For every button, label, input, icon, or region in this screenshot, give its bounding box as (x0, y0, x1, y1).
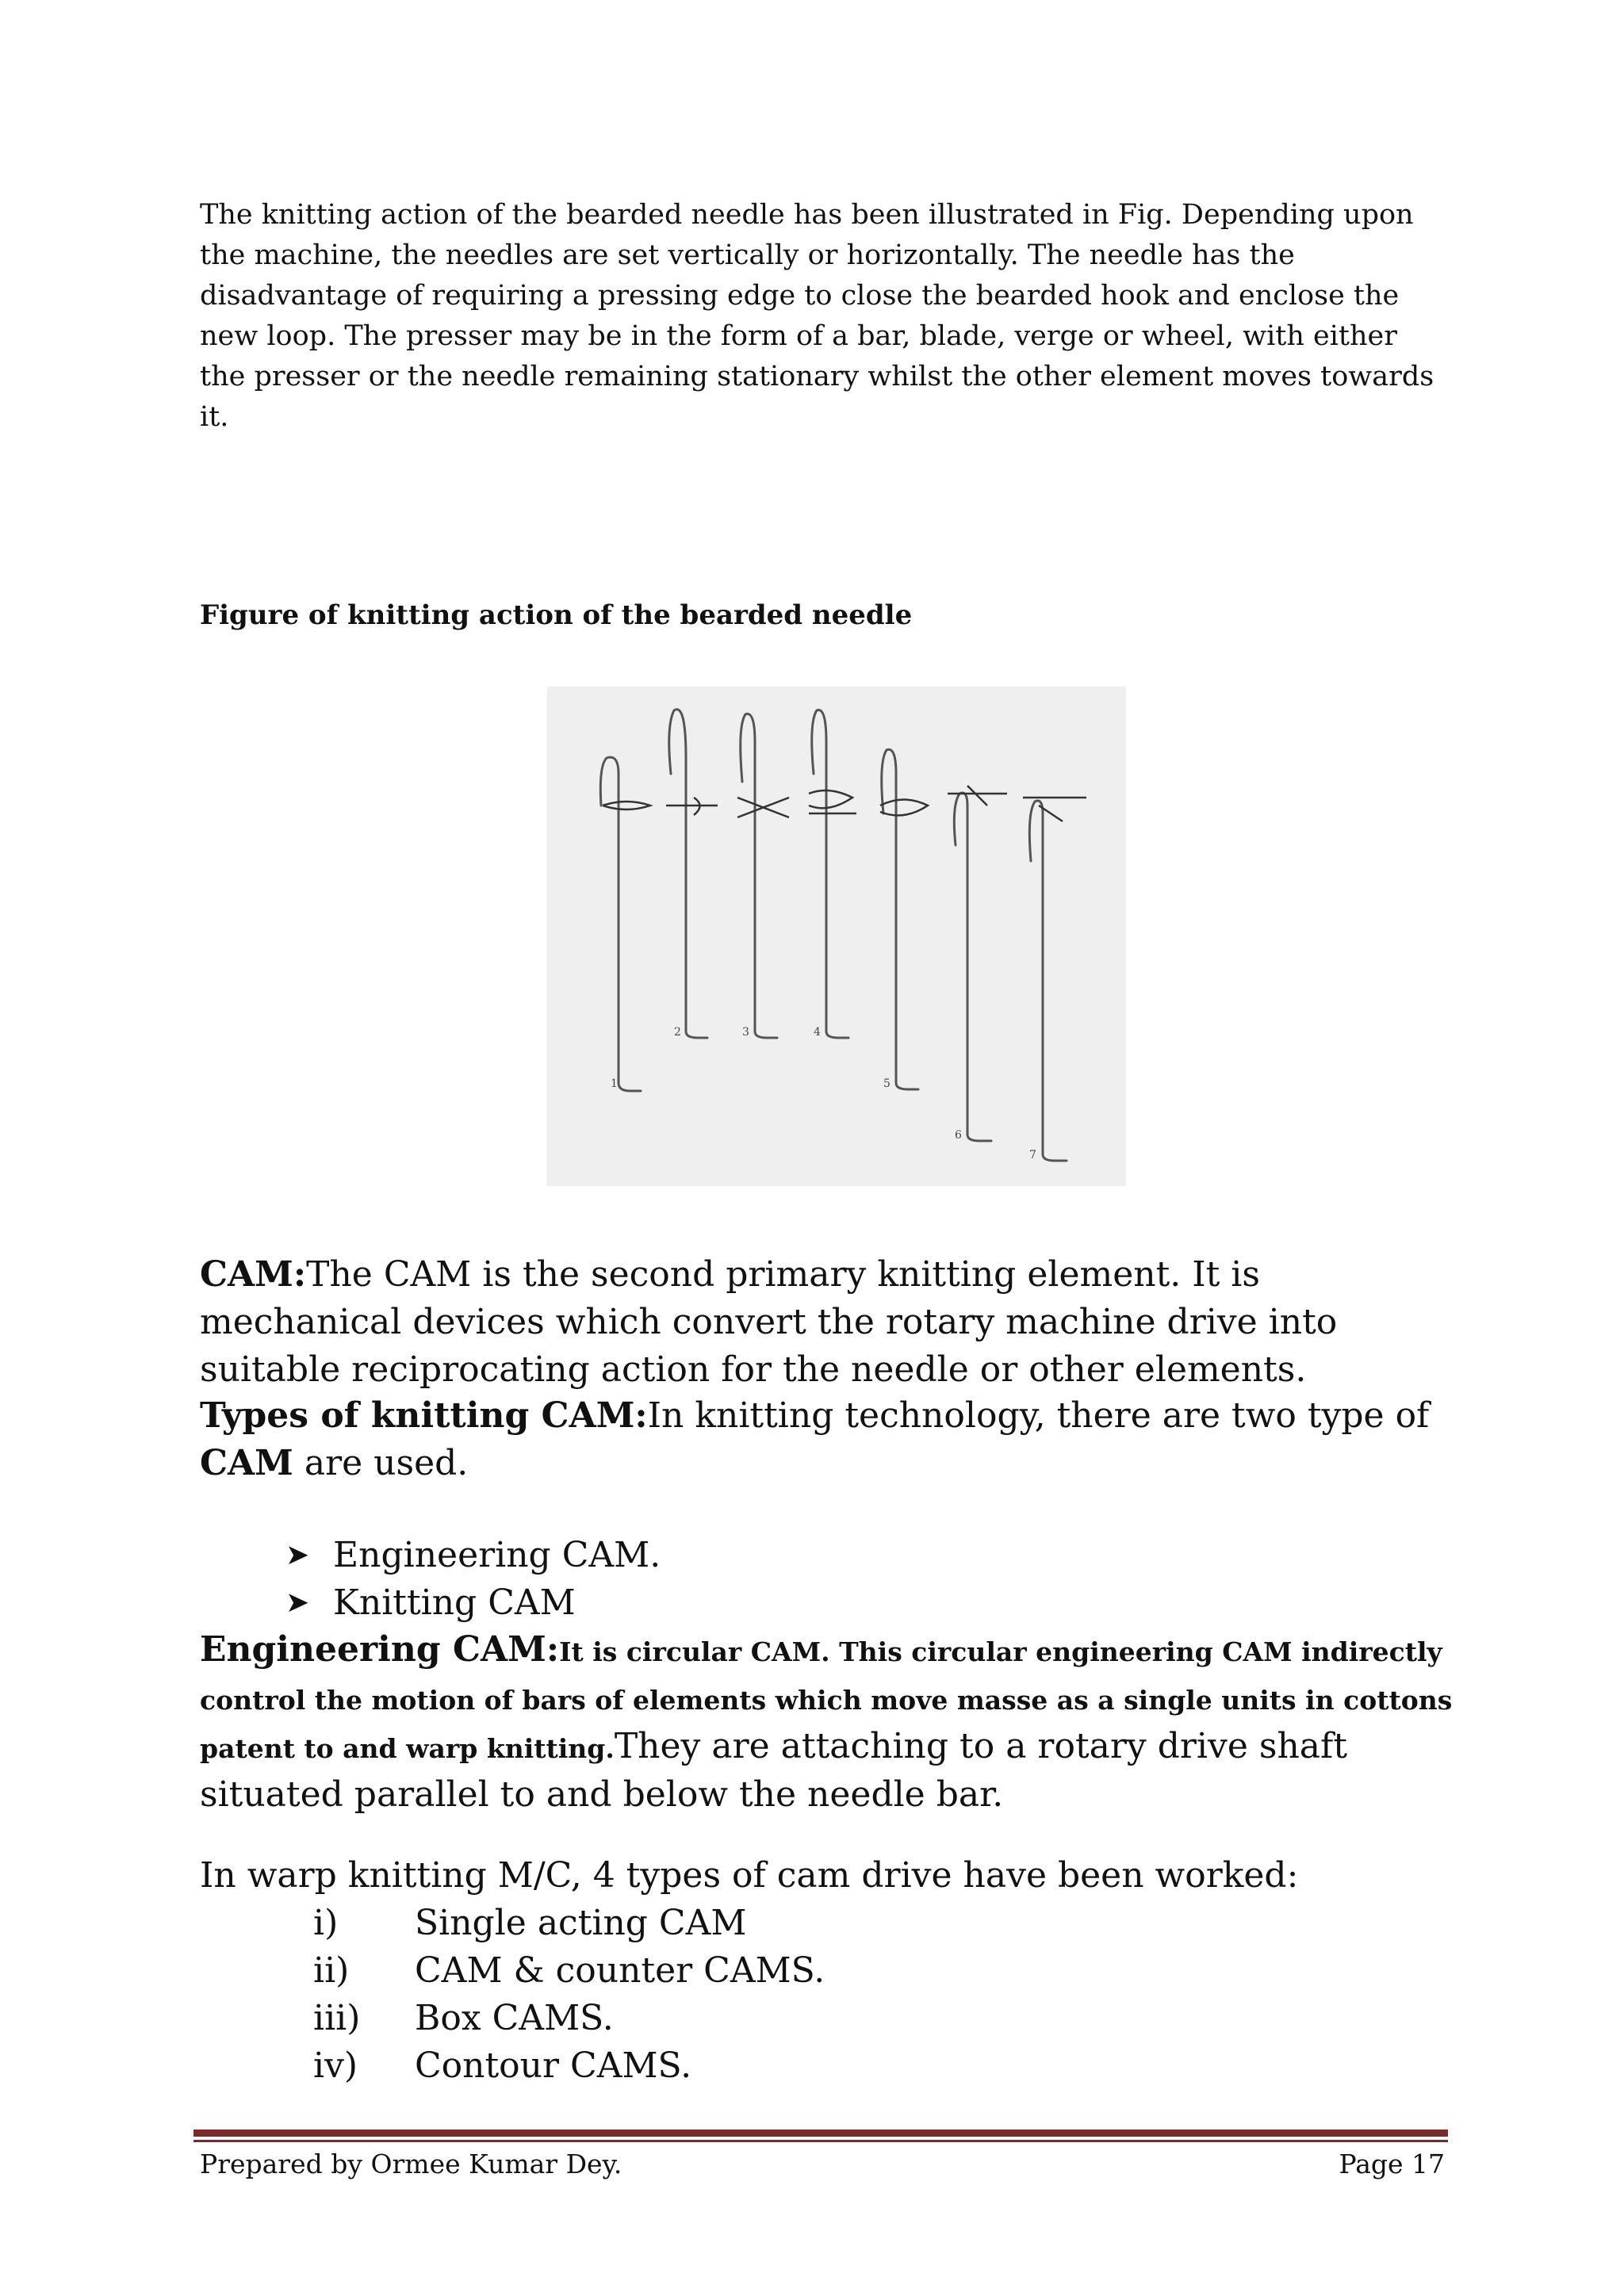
engineering-cam-label: Engineering CAM: (200, 1629, 560, 1670)
types-label: Types of knitting CAM: (200, 1395, 648, 1436)
list-item: ➤ Knitting CAM (285, 1579, 661, 1627)
needle-label-7: 7 (1029, 1149, 1036, 1161)
list-item: ➤ Engineering CAM. (285, 1532, 661, 1579)
types-cam-word: CAM (200, 1443, 293, 1483)
cam-paragraph (200, 1251, 1453, 1394)
list-item: iv) Contour CAMS. (313, 2045, 692, 2086)
needle-label-1: 1 (611, 1077, 618, 1090)
footer-author: Prepared by Ormee Kumar Dey. (200, 2149, 622, 2179)
warp-knitting-intro: In warp knitting M/C, 4 types of cam drive have been worked: (200, 1855, 1299, 1896)
engineering-cam-text: They are attaching to a rotary drive shaft situated parallel to and below the needle bar. (200, 1726, 1348, 1815)
cam-types-list (285, 1532, 661, 1627)
types-paragraph (200, 1392, 1453, 1487)
list-item: i) Single acting CAM (313, 1903, 747, 1943)
types-tail: are used. (293, 1443, 469, 1483)
needle-label-2: 2 (674, 1026, 681, 1039)
cam-drive-list (313, 1900, 825, 2090)
bearded-needle-figure (547, 687, 1126, 1186)
needle-label-4: 4 (814, 1026, 821, 1039)
needle-label-6: 6 (955, 1129, 962, 1142)
engineering-cam-paragraph (200, 1627, 1453, 1818)
needle-label-3: 3 (742, 1026, 749, 1039)
footer-rule-thin (193, 2140, 1448, 2142)
figure-caption: Figure of knitting action of the bearded needle (200, 599, 913, 631)
footer-rule (193, 2130, 1448, 2137)
cam-label: CAM: (200, 1254, 307, 1295)
engineering-cam-bold-text: It is circular CAM. This circular engineering CAM indirectly control the motion of bars of elements which move masse as a single units in cottons patent to and warp knitting. (200, 1636, 1453, 1764)
arrow-bullet-icon: ➤ (285, 1586, 310, 1619)
page-number: Page 17 (1339, 2149, 1445, 2179)
bearded-needle-illustration (547, 687, 1126, 1186)
types-text: In knitting technology, there are two type of (647, 1395, 1430, 1436)
cam-text: The CAM is the second primary knitting element. It is mechanical devices which convert the rotary machine drive into suitable reciprocating action for the needle or other elements. (200, 1254, 1338, 1390)
intro-paragraph: The knitting action of the bearded needle has been illustrated in Fig. Depending upon the machine, the needles are set vertically or horizontally. The needle has the disadvantage of requiring a pressing edge to close the bearded hook and enclose the new loop. The presser may be in the form of a bar, blade, verge or wheel, with either the presser or the needle remaining stationary whilst the other element moves towards it. (200, 199, 1434, 433)
needle-label-5: 5 (883, 1077, 891, 1090)
arrow-bullet-icon: ➤ (285, 1539, 310, 1571)
list-item: iii) Box CAMS. (313, 1998, 614, 2038)
list-item: ii) CAM & counter CAMS. (313, 1950, 825, 1991)
